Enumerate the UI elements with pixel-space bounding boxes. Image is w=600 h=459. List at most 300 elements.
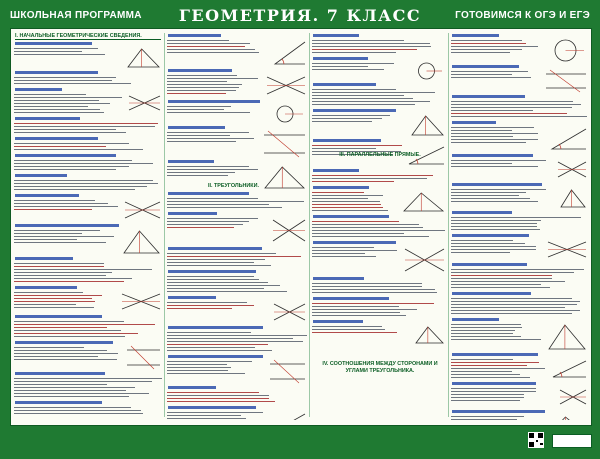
text-line xyxy=(14,278,132,279)
text-lines xyxy=(312,281,446,295)
subsection-heading xyxy=(168,270,256,273)
text-line xyxy=(167,308,232,309)
text-lines xyxy=(167,73,262,96)
lines-figure xyxy=(403,245,446,275)
text-line xyxy=(312,233,404,234)
text-lines xyxy=(14,46,122,57)
subsection-heading xyxy=(15,315,102,318)
text-lines xyxy=(451,386,555,403)
text-line xyxy=(167,221,249,222)
text-line xyxy=(451,139,538,140)
lines-figure xyxy=(556,158,588,181)
text-block xyxy=(14,141,162,152)
text-line xyxy=(451,217,581,218)
subsection-heading xyxy=(313,277,364,280)
text-lines xyxy=(312,219,446,239)
text-line xyxy=(451,130,512,131)
text-block xyxy=(451,99,588,119)
subsection-heading xyxy=(168,34,221,37)
figure-wrap xyxy=(544,69,588,93)
figure-wrap xyxy=(549,125,588,152)
text-line xyxy=(14,321,124,322)
text-line xyxy=(312,66,368,67)
text-line xyxy=(451,189,546,190)
text-block xyxy=(451,414,588,420)
text-line xyxy=(451,229,540,230)
text-line xyxy=(312,145,402,146)
subsection-heading xyxy=(452,263,527,266)
subsection-heading xyxy=(452,121,496,124)
text-lines xyxy=(312,190,398,213)
text-lines xyxy=(451,158,553,169)
text-line xyxy=(451,359,513,360)
text-line xyxy=(14,413,143,414)
text-line xyxy=(14,169,116,170)
text-line xyxy=(451,220,541,221)
text-lines xyxy=(312,245,400,259)
text-block xyxy=(14,46,162,69)
text-line xyxy=(14,166,129,167)
figure-wrap xyxy=(546,238,588,261)
text-line xyxy=(14,123,158,124)
text-line xyxy=(14,94,86,95)
subsection-heading xyxy=(452,65,519,68)
text-line xyxy=(167,412,263,413)
text-line xyxy=(14,272,112,273)
text-line xyxy=(312,181,394,182)
text-block xyxy=(167,300,307,324)
para-figure xyxy=(125,345,162,370)
text-line xyxy=(167,335,307,336)
text-line xyxy=(312,236,429,237)
text-line xyxy=(14,359,117,360)
text-block xyxy=(14,92,162,115)
figure-wrap xyxy=(271,216,307,245)
text-line xyxy=(312,40,404,41)
qr-code xyxy=(528,432,544,448)
text-lines xyxy=(451,267,588,290)
text-lines xyxy=(167,330,307,353)
text-line xyxy=(451,310,580,311)
text-block xyxy=(167,274,307,294)
subsection-heading xyxy=(452,95,525,98)
subsection-heading xyxy=(313,34,359,37)
text-lines xyxy=(14,75,162,86)
text-line xyxy=(451,368,545,369)
text-line xyxy=(167,227,234,228)
section-block-3 xyxy=(314,151,446,160)
text-line xyxy=(451,40,522,41)
subsection-heading xyxy=(15,137,98,140)
text-lines xyxy=(14,376,162,399)
figure-wrap xyxy=(409,113,446,137)
text-line xyxy=(14,242,106,243)
text-block xyxy=(14,345,162,370)
subsection-heading xyxy=(15,372,105,375)
text-lines xyxy=(451,187,555,204)
subsection-heading xyxy=(168,192,249,195)
text-block xyxy=(14,261,162,284)
subsection-heading xyxy=(452,292,531,295)
text-line xyxy=(14,387,135,388)
text-lines xyxy=(167,410,267,420)
text-block xyxy=(167,390,307,404)
text-line xyxy=(167,141,236,142)
column-divider xyxy=(309,33,310,417)
text-block xyxy=(312,301,446,318)
text-line xyxy=(14,390,126,391)
text-lines xyxy=(167,38,269,55)
circle-figure xyxy=(543,38,588,63)
text-line xyxy=(451,275,552,276)
text-block xyxy=(14,198,162,222)
text-block xyxy=(14,319,162,339)
text-line xyxy=(312,178,427,179)
text-line xyxy=(312,210,388,211)
text-lines xyxy=(451,99,588,119)
text-line xyxy=(451,226,537,227)
text-line xyxy=(167,302,247,303)
text-line xyxy=(167,224,243,225)
subsection-heading xyxy=(168,355,263,358)
subsection-heading xyxy=(313,139,381,142)
text-line xyxy=(451,160,546,161)
text-line xyxy=(167,401,275,402)
text-line xyxy=(312,69,384,70)
text-line xyxy=(312,43,430,44)
text-line xyxy=(14,281,124,282)
text-block xyxy=(451,357,588,380)
text-line xyxy=(14,189,135,190)
text-line xyxy=(312,221,399,222)
subsection-heading xyxy=(168,406,256,409)
text-line xyxy=(451,272,574,273)
text-line xyxy=(167,256,301,257)
text-line xyxy=(312,227,423,228)
tri-figure xyxy=(401,190,446,213)
text-line xyxy=(451,46,538,47)
text-line xyxy=(312,286,422,287)
text-line xyxy=(451,327,522,328)
figure-wrap xyxy=(268,359,307,384)
text-line xyxy=(167,253,276,254)
text-line xyxy=(14,269,152,270)
para-figure xyxy=(544,69,588,93)
text-lines xyxy=(167,251,307,268)
text-line xyxy=(14,230,100,231)
text-line xyxy=(312,198,368,199)
text-line xyxy=(14,410,141,411)
text-line xyxy=(451,201,538,202)
text-block xyxy=(451,125,588,152)
subsection-heading xyxy=(168,326,263,329)
text-line xyxy=(451,249,536,250)
text-line xyxy=(167,87,239,88)
subsection-heading xyxy=(313,297,389,300)
text-line xyxy=(312,332,397,333)
text-block xyxy=(451,69,588,93)
text-line xyxy=(14,112,104,113)
text-line xyxy=(167,52,259,53)
text-line xyxy=(167,78,258,79)
figure-wrap xyxy=(403,245,446,275)
text-line xyxy=(451,246,536,247)
text-line xyxy=(14,209,92,210)
subsection-heading xyxy=(452,382,536,385)
publisher-logo xyxy=(552,434,592,448)
text-line xyxy=(14,180,153,181)
text-line xyxy=(451,116,587,117)
figure-wrap xyxy=(125,345,162,370)
text-lines xyxy=(14,261,162,284)
text-line xyxy=(451,113,567,114)
text-line xyxy=(14,356,98,357)
tri-figure xyxy=(125,46,162,69)
text-line xyxy=(167,175,228,176)
text-line xyxy=(14,109,100,110)
text-block xyxy=(14,290,162,313)
text-line xyxy=(14,407,131,408)
figure-wrap xyxy=(407,61,446,81)
circle-figure xyxy=(407,61,446,81)
text-lines xyxy=(312,173,446,184)
text-lines xyxy=(14,158,162,172)
text-line xyxy=(167,282,268,283)
tri-figure xyxy=(413,324,446,345)
column-divider xyxy=(164,33,165,417)
text-lines xyxy=(167,104,260,115)
text-line xyxy=(451,166,538,167)
text-line xyxy=(167,84,242,85)
subsection-heading xyxy=(168,386,216,389)
text-line xyxy=(14,353,118,354)
text-line xyxy=(14,132,126,133)
text-line xyxy=(167,332,251,333)
text-block xyxy=(451,38,588,63)
text-line xyxy=(14,239,77,240)
text-line xyxy=(14,330,121,331)
subsection-heading xyxy=(168,126,225,129)
text-line xyxy=(167,288,264,289)
text-line xyxy=(451,136,513,137)
tri-figure xyxy=(409,113,446,137)
subsection-heading xyxy=(452,410,545,413)
subsection-heading xyxy=(452,154,533,157)
text-block xyxy=(14,121,162,135)
figure-wrap xyxy=(125,46,162,69)
text-block xyxy=(14,228,162,255)
subsection-heading xyxy=(452,318,499,321)
text-line xyxy=(167,166,249,167)
text-block xyxy=(451,238,588,261)
text-lines xyxy=(312,324,410,335)
text-line xyxy=(14,160,132,161)
text-line xyxy=(312,283,422,284)
column-4 xyxy=(451,32,588,420)
lines-figure xyxy=(265,73,307,98)
text-line xyxy=(451,339,541,340)
text-line xyxy=(451,192,526,193)
text-line xyxy=(451,110,533,111)
text-line xyxy=(451,394,524,395)
circle-figure xyxy=(263,104,307,124)
text-line xyxy=(14,149,143,150)
text-line xyxy=(451,223,537,224)
text-line xyxy=(14,236,114,237)
text-block xyxy=(167,130,307,158)
text-lines xyxy=(312,87,446,107)
subsection-heading xyxy=(168,296,216,299)
angle-figure xyxy=(549,125,588,152)
text-line xyxy=(167,285,280,286)
figure-wrap xyxy=(272,38,307,67)
text-line xyxy=(14,327,107,328)
text-block xyxy=(451,386,588,408)
text-line xyxy=(14,263,104,264)
text-lines xyxy=(451,414,544,420)
lines-figure xyxy=(272,300,307,324)
text-line xyxy=(451,49,522,50)
text-line xyxy=(451,362,539,363)
text-block xyxy=(14,405,162,416)
text-lines xyxy=(451,215,588,232)
text-block xyxy=(14,75,162,86)
text-line xyxy=(14,307,94,308)
figure-wrap xyxy=(550,357,588,380)
text-line xyxy=(312,309,417,310)
text-line xyxy=(312,326,382,327)
text-line xyxy=(312,89,396,90)
text-line xyxy=(14,266,104,267)
figure-wrap xyxy=(272,300,307,324)
text-line xyxy=(451,301,580,302)
text-lines xyxy=(14,290,117,310)
text-line xyxy=(312,256,376,257)
text-line xyxy=(14,381,152,382)
para-figure xyxy=(268,359,307,384)
text-block xyxy=(451,215,588,232)
text-line xyxy=(167,138,254,139)
text-line xyxy=(451,374,520,375)
text-line xyxy=(167,81,227,82)
text-line xyxy=(14,106,88,107)
text-line xyxy=(451,298,572,299)
text-block xyxy=(451,267,588,290)
text-line xyxy=(451,240,513,241)
text-block xyxy=(167,330,307,353)
text-line xyxy=(312,115,390,116)
text-line xyxy=(312,104,415,105)
text-lines xyxy=(451,125,546,145)
text-block xyxy=(14,158,162,172)
text-lines xyxy=(312,38,446,55)
text-line xyxy=(167,418,246,419)
figure-wrap xyxy=(121,228,162,255)
text-line xyxy=(14,54,105,55)
subsection-heading xyxy=(452,234,529,237)
text-line xyxy=(14,186,147,187)
text-line xyxy=(167,262,254,263)
text-block xyxy=(167,251,307,268)
text-line xyxy=(451,52,510,53)
text-line xyxy=(167,106,231,107)
text-block xyxy=(451,187,588,209)
text-line xyxy=(167,305,254,306)
text-block xyxy=(167,410,307,420)
tri-figure xyxy=(558,187,588,209)
text-line xyxy=(451,278,552,279)
text-line xyxy=(312,175,433,176)
text-line xyxy=(451,133,538,134)
text-block xyxy=(167,73,307,98)
subsection-heading xyxy=(15,88,62,91)
text-line xyxy=(167,350,272,351)
text-line xyxy=(167,341,303,342)
text-line xyxy=(451,77,531,78)
text-line xyxy=(14,129,116,130)
figure-wrap xyxy=(413,324,446,345)
text-block xyxy=(451,322,588,351)
poster-header xyxy=(6,5,594,27)
lines-figure xyxy=(558,386,588,408)
section-block-2 xyxy=(207,182,307,191)
text-line xyxy=(312,121,372,122)
text-line xyxy=(167,49,255,50)
text-lines xyxy=(167,359,265,376)
subsection-heading xyxy=(15,194,79,197)
text-line xyxy=(14,350,107,351)
text-line xyxy=(451,419,517,420)
text-line xyxy=(312,98,413,99)
text-line xyxy=(451,397,524,398)
text-line xyxy=(312,192,364,193)
text-line xyxy=(451,324,521,325)
text-line xyxy=(14,233,82,234)
text-line xyxy=(167,338,293,339)
section-heading-4: IV. СООТНОШЕНИЯ МЕЖДУ СТОРОНАМИ И УГЛАМИ ТРЕУГОЛЬНИКА. xyxy=(322,361,438,374)
text-line xyxy=(167,276,254,277)
text-line xyxy=(167,392,259,393)
text-line xyxy=(14,143,129,144)
text-line xyxy=(451,104,581,105)
text-line xyxy=(14,97,122,98)
subsection-heading xyxy=(15,42,92,45)
poster-footer xyxy=(12,430,588,452)
figure-wrap xyxy=(265,73,307,98)
text-line xyxy=(14,396,129,397)
text-lines xyxy=(167,390,307,404)
text-line xyxy=(312,92,435,93)
text-line xyxy=(451,107,572,108)
text-line xyxy=(167,75,237,76)
text-line xyxy=(14,333,138,334)
text-line xyxy=(451,400,520,401)
text-lines xyxy=(451,322,543,342)
subsection-heading xyxy=(313,169,359,172)
text-line xyxy=(312,224,419,225)
text-line xyxy=(167,361,252,362)
text-lines xyxy=(312,301,446,318)
subsection-heading xyxy=(452,353,538,356)
figure-wrap xyxy=(558,386,588,408)
text-line xyxy=(14,378,162,379)
text-line xyxy=(312,306,399,307)
text-lines xyxy=(14,198,120,212)
lines-figure xyxy=(123,198,162,222)
text-line xyxy=(167,373,245,374)
text-line xyxy=(451,43,526,44)
subsection-heading xyxy=(15,174,67,177)
